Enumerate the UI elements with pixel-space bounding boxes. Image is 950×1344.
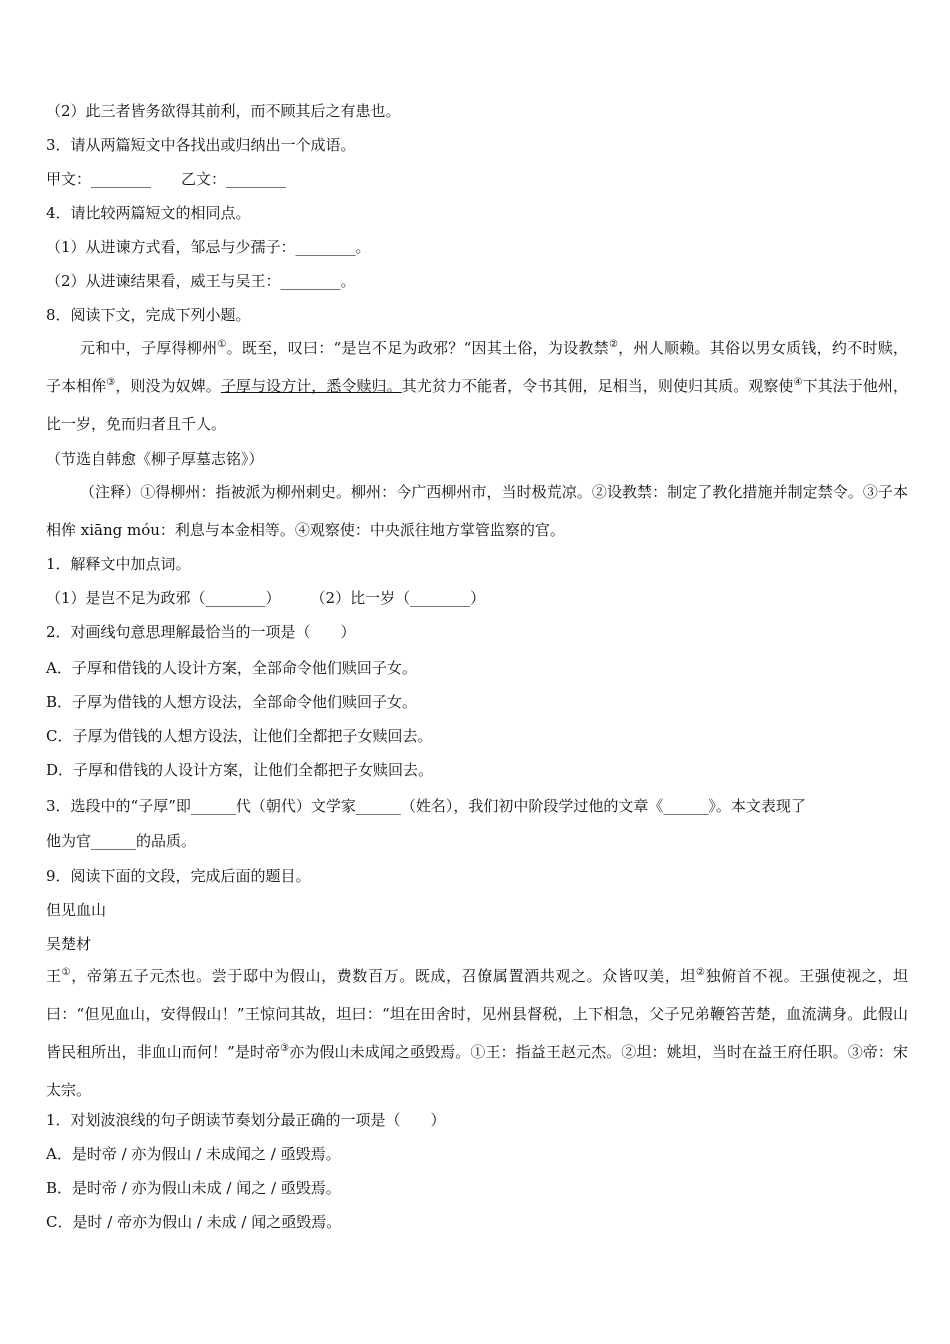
q8-question-3-line-2: 他为官______的品质。 <box>46 832 197 850</box>
q8-option-d: D．子厚和借钱的人设计方案，让他们全都把子女赎回去。 <box>46 761 434 779</box>
note-ref-2: ② <box>695 967 706 978</box>
q9-heading: 9．阅读下面的文段，完成后面的题目。 <box>46 867 311 885</box>
q9-option-a: A．是时帝 / 亦为假山 / 未成闻之 / 亟毁焉。 <box>46 1145 341 1163</box>
q7-question-3: 3．请从两篇短文中各找出或归纳出一个成语。 <box>46 136 356 154</box>
q9-question-1: 1．对划波浪线的句子朗读节奏划分最正确的一项是（ ） <box>46 1111 446 1129</box>
q8-option-c: C．子厚为借钱的人想方设法，让他们全都把子女赎回去。 <box>46 727 433 745</box>
q8-source: （节选自韩愈《柳子厚墓志铭》） <box>46 450 264 468</box>
q9-title: 但见血山 <box>46 901 107 919</box>
q8-notes: （注释）①得柳州：指被派为柳州刺史。柳州：今广西柳州市，当时极荒凉。②设教禁：制定了教化措施并制定禁令。③子本相侔 xiāng móu：利息与本金相等。④观察使：中央派往地方掌管监察的官。 <box>46 483 908 539</box>
q8-option-b: B．子厚为借钱的人想方设法，全部命令他们赎回子女。 <box>46 693 418 711</box>
q9-option-c: C．是时 / 帝亦为假山 / 未成 / 闻之亟毁焉。 <box>46 1213 342 1231</box>
note-ref-1: ① <box>61 967 72 978</box>
underlined-sentence: 子厚与设方计，悉令赎归。 <box>220 377 402 395</box>
note-ref-1: ① <box>217 339 227 350</box>
q8-heading: 8．阅读下文，完成下列小题。 <box>46 306 251 324</box>
q8-passage: 元和中，子厚得柳州①。既至，叹曰：“是岂不足为政邪？“因其土俗，为设教禁②，州人顺赖。其俗以男女质钱，约不时赎，子本相侔③，则没为奴婢。子厚与设方计，悉令赎归。其尤贫力不能者，令书其佣，足相当，则使归其质。观察使④下其法于他州，比一岁，免而归者且千人。 <box>46 339 908 433</box>
q7-question-4-item-2: （2）从进谏结果看，威王与吴王：________。 <box>46 272 356 290</box>
q7-sentence-2: （2）此三者皆务欲得其前利，而不顾其后之有患也。 <box>46 102 401 120</box>
note-ref-3: ③ <box>106 377 116 388</box>
note-ref-3: ③ <box>280 1043 290 1054</box>
q8-question-1: 1．解释文中加点词。 <box>46 555 191 573</box>
q9-option-b: B．是时帝 / 亦为假山未成 / 闻之 / 亟毁焉。 <box>46 1179 341 1197</box>
q8-question-1-items: （1）是岂不足为政邪（________） （2）比一岁（________） <box>46 589 486 607</box>
q9-passage: 王①，帝第五子元杰也。尝于邸中为假山，费数百万。既成，召僚属置酒共观之。众皆叹美，坦②独俯首不视。王强使视之，坦曰：“但见血山，安得假山！”王惊问其故，坦曰：“坦在田舍时，见州县督税，上下相急，父子兄弟鞭笞苦楚，血流满身。此假山皆民租所出，非血山而何！”是时帝③亦为假山未成闻之亟毁焉。①王：指益王赵元杰。②坦：姚坦，当时在益王府任职。③帝：宋太宗。 <box>46 967 908 1099</box>
q8-question-2: 2．对画线句意思理解最恰当的一项是（ ） <box>46 623 356 641</box>
q9-author: 吴楚材 <box>46 935 92 953</box>
q8-option-a: A．子厚和借钱的人设计方案，全部命令他们赎回子女。 <box>46 659 417 677</box>
note-ref-4: ④ <box>793 377 803 388</box>
q7-question-4: 4．请比较两篇短文的相同点。 <box>46 204 251 222</box>
note-ref-2: ② <box>608 339 619 350</box>
q7-question-3-blanks: 甲文：________ 乙文：________ <box>46 170 287 188</box>
q7-question-4-item-1: （1）从进谏方式看，邹忌与少孺子：________。 <box>46 238 371 256</box>
q8-question-3-line-1: 3．选段中的“子厚”即______代（朝代）文学家______（姓名），我们初中阶段学过他的文章《______》。本文表现了 <box>46 797 806 815</box>
